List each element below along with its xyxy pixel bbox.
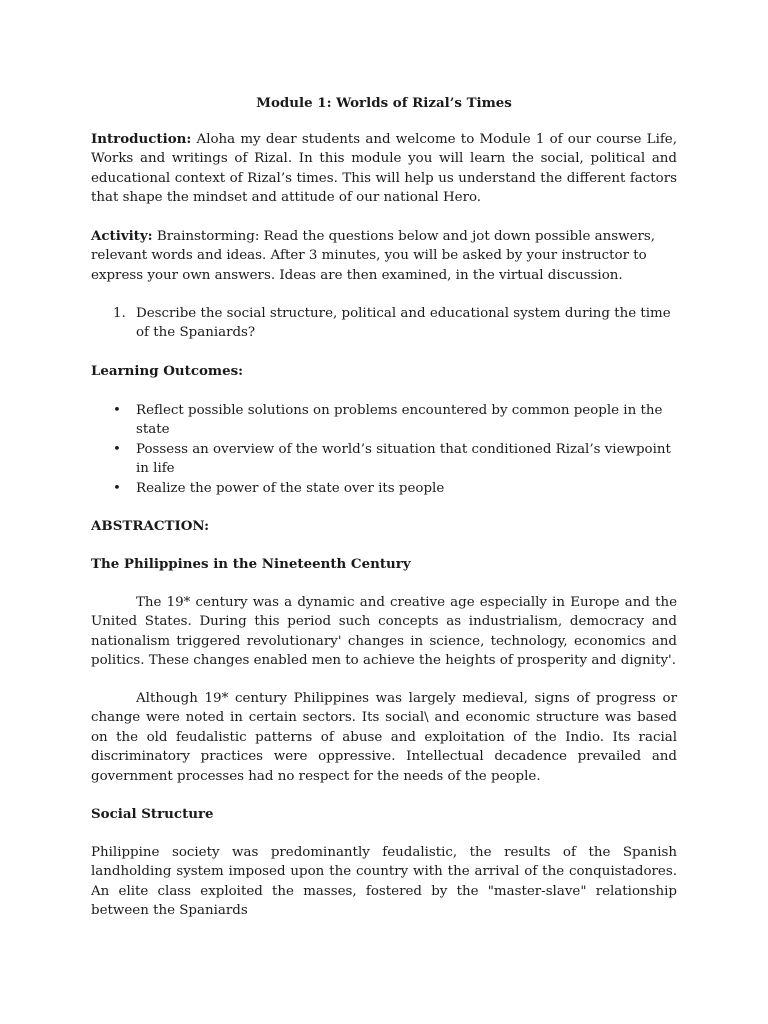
introduction-label: Introduction: (91, 131, 192, 147)
bullet-icon: • (113, 441, 121, 457)
body-paragraph: The 19* century was a dynamic and creative age especially in Europe and the United States. During this period such concepts as industrialism, democracy and nationalism triggered revolutionary' changes in science, technology, economics and politics. These changes enabled men to achieve the heights of prosperity and dignity'. (91, 595, 677, 669)
question-number: 1. (113, 306, 126, 321)
outcome-text: Reflect possible solutions on problems encountered by common people in the state (136, 403, 663, 438)
introduction-text: Aloha my dear students and welcome to Module 1 of our course Life, Works and writings of Rizal. In this module you will learn the social, political and educational context of Rizal’s times. This will help us understand the different factors that shape the mindset and attitude of our national Hero. (91, 132, 677, 206)
list-item (91, 304, 677, 343)
body-paragraph: Philippine society was predominantly feudalistic, the results of the Spanish landholding system imposed upon the country with the arrival of the conquistadores. An elite class exploited the masses, fostered by the "master-slave" relationship between the Spaniards (91, 845, 677, 919)
bullet-icon: • (113, 480, 121, 496)
list-item (91, 401, 677, 440)
outcome-text: Possess an overview of the world’s situation that conditioned Rizal’s viewpoint in life (136, 441, 671, 477)
question-list (91, 304, 677, 343)
outcome-text: Realize the power of the state over its people (136, 480, 445, 496)
learning-outcomes-list (91, 401, 677, 498)
activity-paragraph (91, 227, 677, 285)
abstraction-heading: ABSTRACTION: (91, 518, 210, 534)
introduction-paragraph (91, 130, 677, 208)
section-heading: Social Structure (91, 806, 214, 822)
learning-outcomes-heading: Learning Outcomes: (91, 363, 244, 379)
section-heading: The Philippines in the Nineteenth Century (91, 556, 411, 572)
list-item (91, 440, 677, 479)
activity-label: Activity: (91, 228, 153, 244)
list-item (91, 479, 677, 498)
body-paragraph: Although 19* century Philippines was largely medieval, signs of progress or change were noted in certain sectors. Its social\ and economic structure was based on the old feudalistic patterns of abuse and exploitation of the Indio. Its racial discriminatory practices were oppressive. Intellectual decadence prevailed and government processes had no respect for the needs of the people. (91, 691, 677, 784)
page-title: Module 1: Worlds of Rizal’s Times (256, 95, 512, 111)
bullet-icon: • (113, 403, 121, 418)
question-text: Describe the social structure, political and educational system during the time of the Spaniards? (136, 306, 671, 341)
activity-text: Brainstorming: Read the questions below and jot down possible answers, relevant words and ideas. After 3 minutes, you will be asked by your instructor to express your own answers. Ideas are then examined, in the virtual discussion. (91, 229, 656, 283)
